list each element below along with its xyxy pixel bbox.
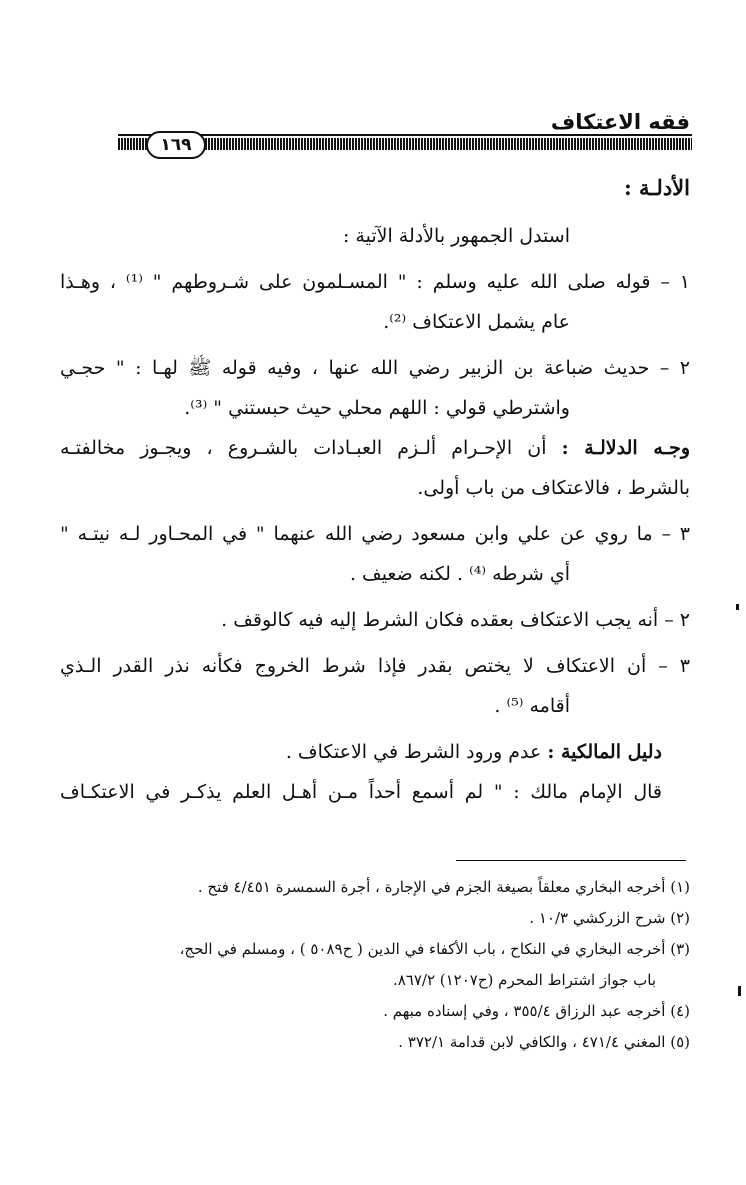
intro-line: استدل الجمهور بالأدلة الآتية : xyxy=(342,225,570,247)
evidence-1-line-1: ١ – قوله صلى الله عليه وسلم : " المسـلمون على شـروطهم " ⁽¹⁾ ، وهـذا xyxy=(60,271,690,293)
margin-mark xyxy=(736,604,739,610)
evidence-2-line-1: ٢ – حديث ضباعة بن الزبير رضي الله عنها ، وفيه قوله ﷺ لهـا : " حجـي xyxy=(60,357,690,379)
footnote-2: (٢) شرح الزركشي ١٠/٣ . xyxy=(529,909,690,927)
footnote-5: (٥) المغني ٤٧١/٤ ، والكافي لابن قدامة ٣٧٢/١ . xyxy=(398,1033,690,1051)
evidence-3-line-2: أي شرطه ⁽⁴⁾ . لكنه ضعيف . xyxy=(349,563,570,585)
evidence-5-line-2: أقامه ⁽⁵⁾ . xyxy=(494,695,570,717)
wajh-line-2: بالشرط ، فالاعتكاف من باب أولى. xyxy=(417,477,690,499)
wajh-line-1 xyxy=(60,428,690,468)
evidence-4: ٢ – أنه يجب الاعتكاف بعقده فكان الشرط إليه فيه كالوقف . xyxy=(221,609,690,631)
footnotes xyxy=(50,872,690,1058)
maliki-lead: دليل المالكية : xyxy=(547,741,662,763)
footnote-4: (٤) أخرجه عبد الرزاق ٣٥٥/٤ ، وفي إسناده مبهم . xyxy=(383,1002,690,1020)
evidence-1-line-2: عام يشمل الاعتكاف ⁽²⁾. xyxy=(383,311,570,333)
malik-quote: قال الإمام مالك : " لم أسمع أحداً مـن أهـل العلم يذكـر في الاعتكـاف xyxy=(60,781,662,803)
evidence-3-line-1: ٣ – ما روي عن علي وابن مسعود رضي الله عنهما " في المحـاور لـه نيتـه " xyxy=(60,523,690,545)
footnote-separator xyxy=(456,860,686,861)
maliki-text: عدم ورود الشرط في الاعتكاف . xyxy=(285,741,542,763)
evidence-5-line-1: ٣ – أن الاعتكاف لا يختص بقدر فإذا شرط الخروج فكأنه نذر القدر الـذي xyxy=(60,655,690,677)
running-title: فقه الاعتكاف xyxy=(550,110,690,134)
page-number: ١٦٩ xyxy=(146,131,206,159)
footnote-3-continuation: باب جواز اشتراط المحرم (ح١٢٠٧) ٨٦٧/٢. xyxy=(392,971,656,989)
footnote-1: (١) أخرجه البخاري معلقاً بصيغة الجزم في الإجارة ، أجرة السمسرة ٤/٤٥١ فتح . xyxy=(197,878,690,896)
margin-mark xyxy=(738,986,741,996)
header-rule-thin xyxy=(118,134,692,136)
maliki-line xyxy=(60,732,690,772)
footnote-3: (٣) أخرجه البخاري في النكاح ، باب الأكفاء في الدين ( ح٥٠٨٩ ) ، ومسلم في الحج، xyxy=(179,940,690,958)
wajh-text: أن الإحـرام ألـزم العبـادات بالشـروع ، ويجـوز مخالفتـه xyxy=(60,437,547,459)
main-text xyxy=(60,168,690,812)
section-heading: الأدلـة : xyxy=(623,175,690,200)
wajh-lead: وجـه الدلالـة : xyxy=(561,437,690,459)
evidence-2-line-2: واشترطي قولي : اللهم محلي حيث حبستني " ⁽³⁾. xyxy=(184,397,570,419)
